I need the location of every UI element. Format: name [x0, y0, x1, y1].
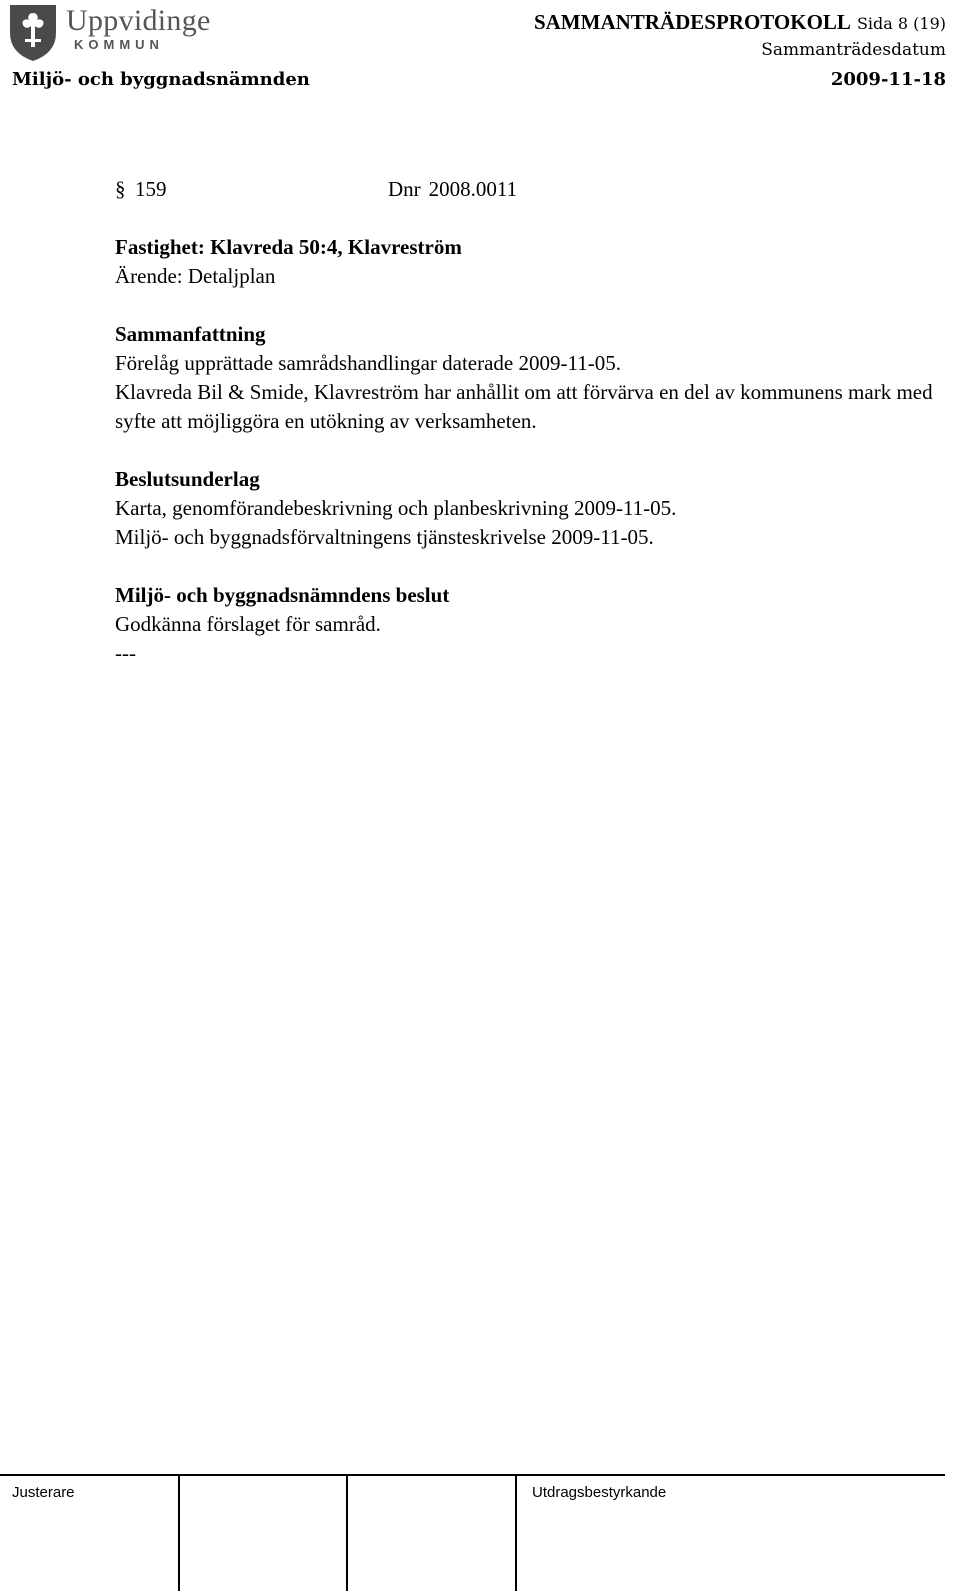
meeting-date-label: Sammanträdesdatum — [761, 40, 946, 60]
basis-item: Miljö- och byggnadsförvaltningens tjänsteskrivelse 2009-11-05. — [115, 525, 654, 549]
municipality-subtitle: KOMMUN — [74, 37, 164, 52]
decision-heading: Miljö- och byggnadsnämndens beslut — [115, 583, 450, 607]
signature-box-divider — [178, 1474, 180, 1591]
municipal-coat-of-arms-icon — [8, 3, 58, 63]
municipality-logo — [8, 3, 211, 63]
paragraph-sign: § — [115, 177, 126, 201]
decision-text: Godkänna förslaget för samråd. — [115, 612, 381, 636]
dnr-value: 2008.0011 — [428, 177, 518, 201]
document-title: SAMMANTRÄDESPROTOKOLL — [533, 10, 851, 34]
certifying-label: Utdragsbestyrkande — [532, 1484, 667, 1501]
case-block — [115, 233, 945, 291]
committee-name: Miljö- och byggnadsnämnden — [12, 69, 310, 90]
municipality-name: Uppvidinge — [66, 4, 211, 37]
basis-block — [115, 465, 945, 552]
decision-block — [115, 581, 945, 668]
protocol-section — [115, 175, 945, 668]
document-title-line — [534, 10, 946, 35]
summary-heading: Sammanfattning — [115, 322, 266, 346]
matter-heading: Ärende: Detaljplan — [115, 264, 276, 288]
signature-box-divider — [515, 1474, 517, 1591]
summary-text: Förelåg upprättade samrådshandlingar daterade 2009-11-05. — [115, 351, 621, 375]
footer-divider — [0, 1474, 945, 1476]
end-mark: --- — [115, 641, 136, 665]
summary-description: Klavreda Bil & Smide, Klavreström har anhållit om att förvärva en del av kommunens mark med syfte att möjliggöra en utökning av verksamheten. — [115, 380, 933, 433]
basis-item: Karta, genomförandebeskrivning och planbeskrivning 2009-11-05. — [115, 496, 677, 520]
page-header — [0, 0, 960, 100]
signature-box-divider — [346, 1474, 348, 1591]
property-heading: Fastighet: Klavreda 50:4, Klavreström — [115, 235, 462, 259]
paragraph-line — [115, 175, 945, 204]
paragraph-number: 159 — [135, 177, 167, 201]
summary-block — [115, 320, 945, 436]
dnr-label: Dnr — [388, 177, 421, 201]
signature-footer — [0, 1474, 945, 1591]
adjusters-label: Justerare — [12, 1484, 75, 1501]
basis-heading: Beslutsunderlag — [115, 467, 260, 491]
page-indicator: Sida 8 (19) — [856, 14, 946, 33]
meeting-date: 2009-11-18 — [830, 69, 946, 90]
